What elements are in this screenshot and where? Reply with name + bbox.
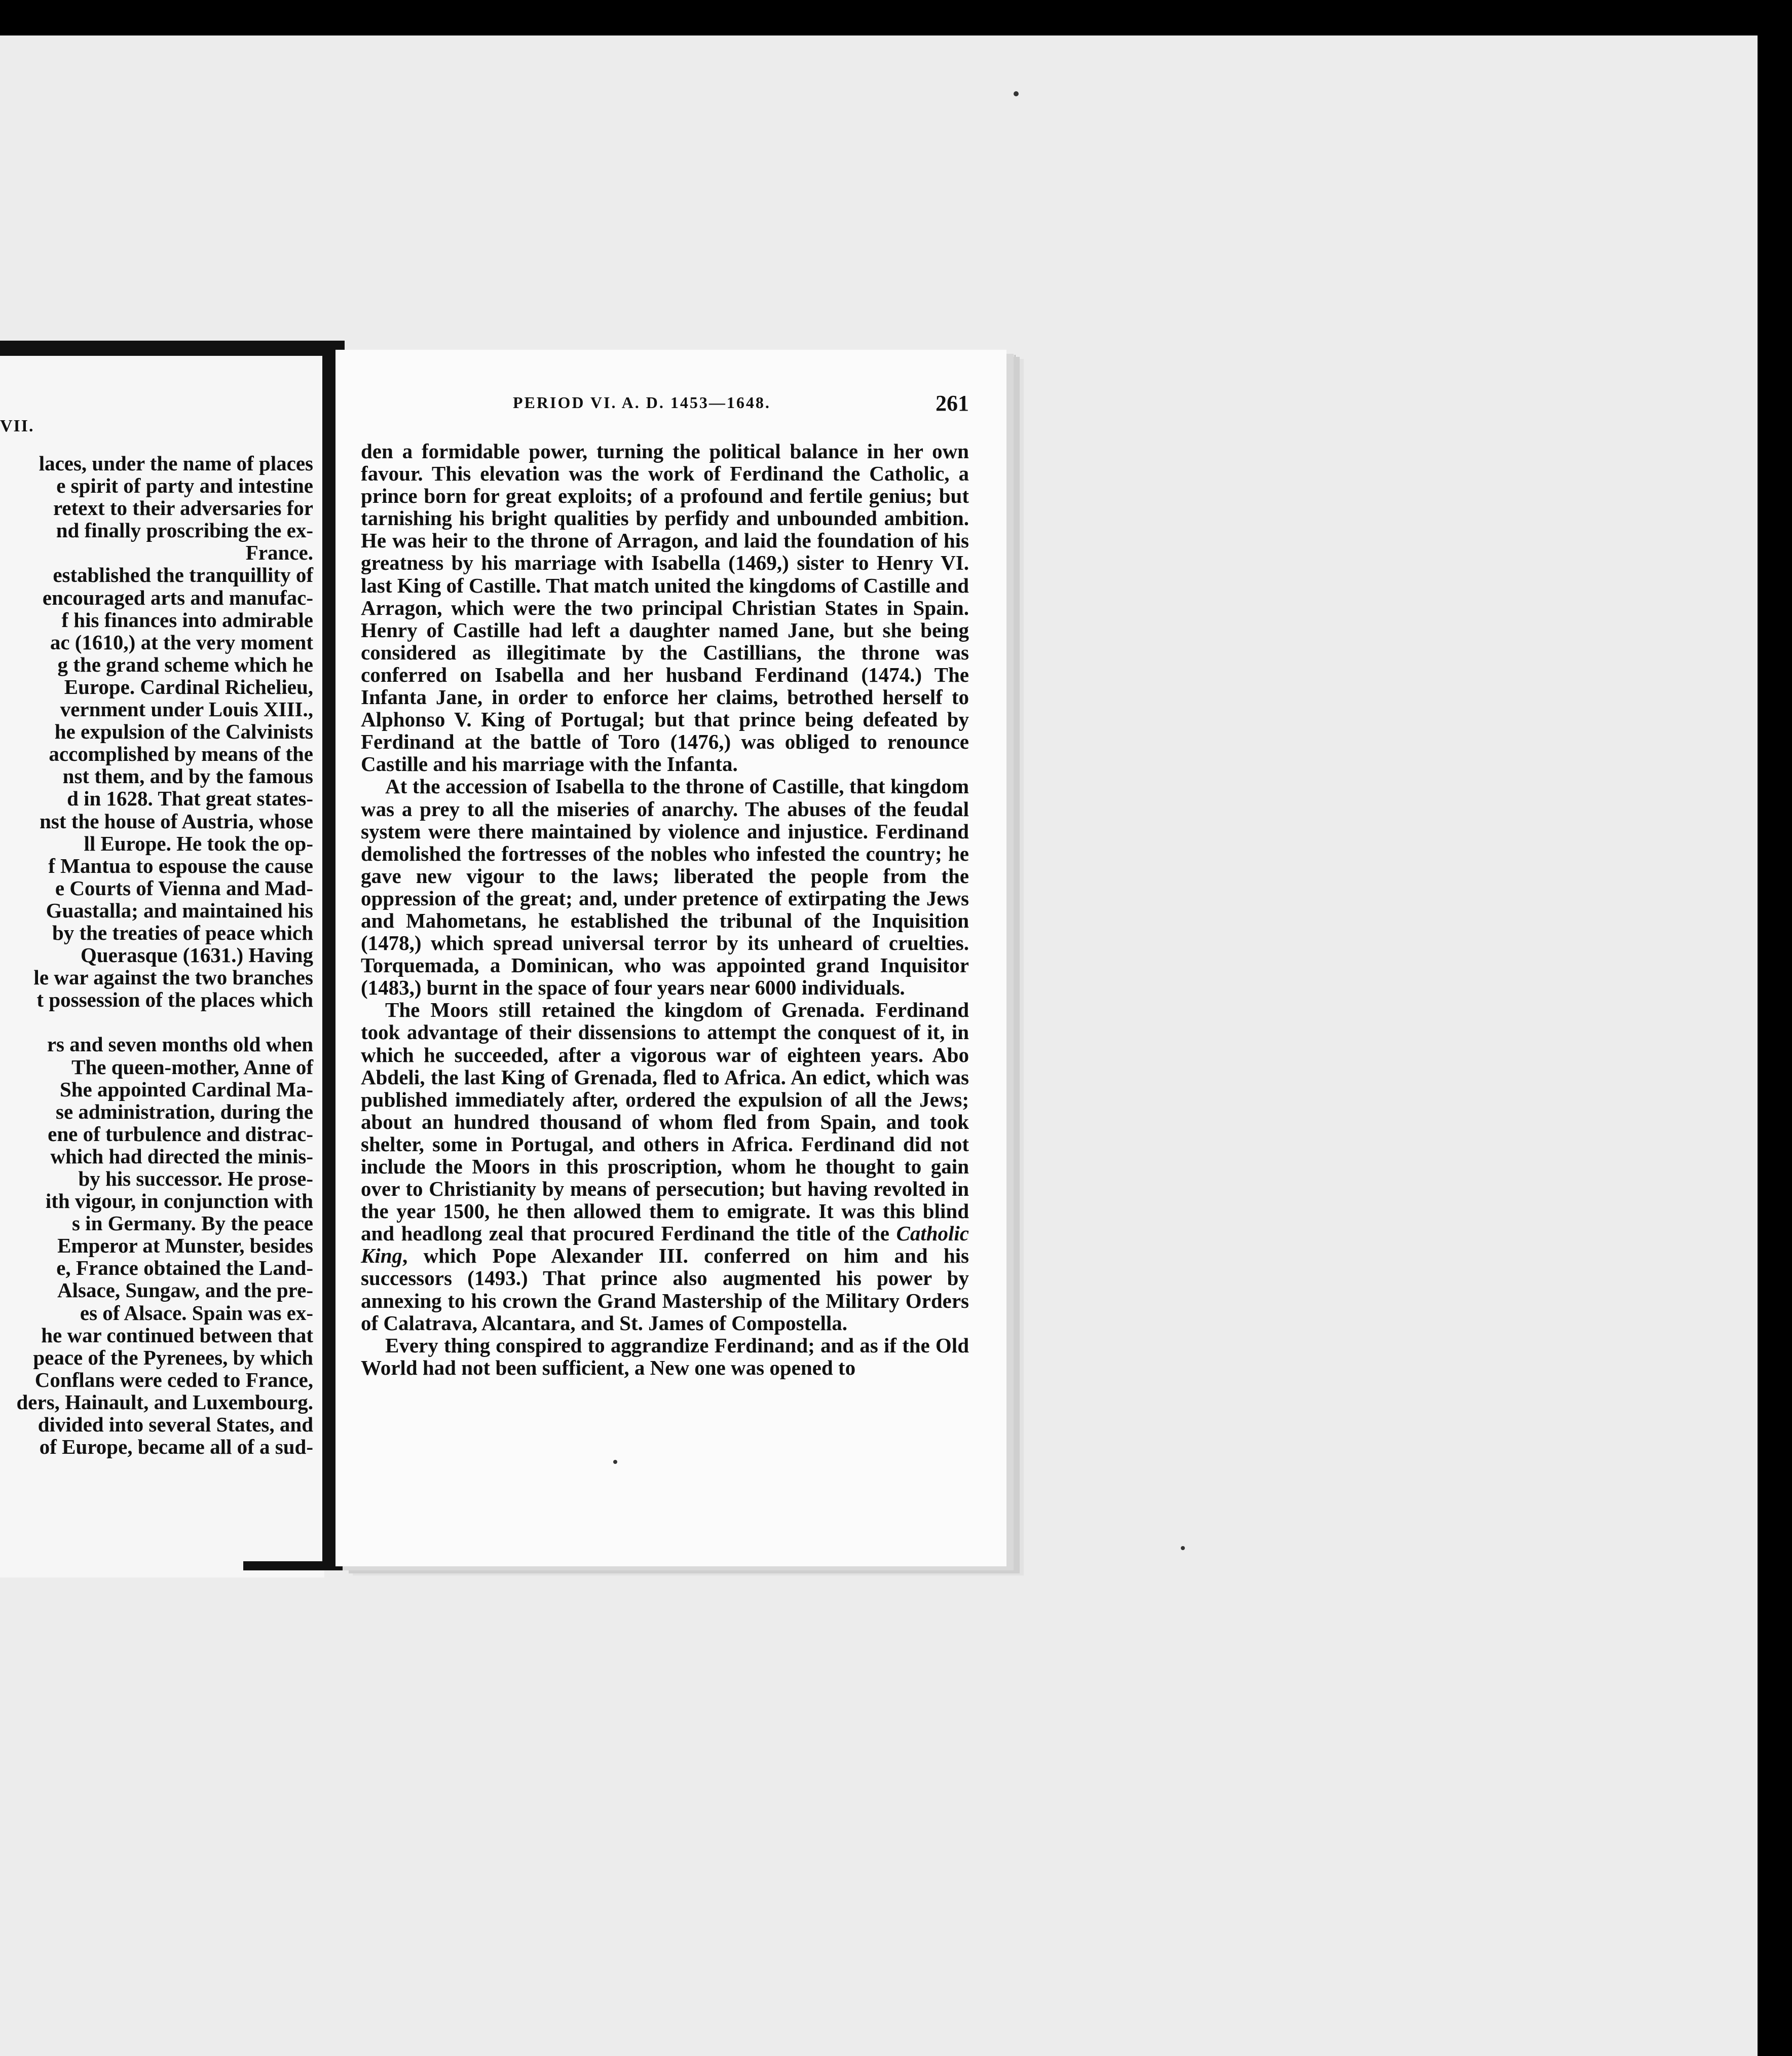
left-page-line: retext to their adversaries for	[53, 496, 313, 520]
left-page-line: divided into several States, and	[38, 1413, 313, 1437]
running-head-title: PERIOD VI. A. D. 1453—1648.	[513, 393, 771, 412]
italic-title: Catholic King	[361, 1222, 969, 1268]
paragraph-text: Every thing conspired to aggrandize Ferdinand; and as if the Old World had not been sufficient, a New one was opened to	[361, 1333, 969, 1379]
left-page-line: nst the house of Austria, whose	[40, 809, 313, 833]
left-page-line: g the grand scheme which he	[57, 652, 313, 676]
film-edge	[1758, 0, 1792, 2056]
paragraph-text: , which Pope Alexander III. conferred on him and his successors (1493.) That prince also augmented his power by annexing to his crown the Grand Mastership of the Military Orders of Calatrava, Alcantara, and St. James of Compostella.	[361, 1244, 969, 1335]
left-page-line: encouraged arts and manufac-	[42, 585, 313, 609]
left-page-line: accomplished by means of the	[49, 742, 313, 766]
left-page-line: e spirit of party and intestine	[56, 474, 313, 498]
left-page-line: Conflans were ceded to France,	[34, 1368, 313, 1391]
left-page-line: which had directed the minis-	[50, 1144, 313, 1168]
left-page	[0, 351, 324, 1577]
paragraph-text: The Moors still retained the kingdom of Grenada. Ferdinand took advantage of their dissensions to attempt the conquest of it, in which he succeeded, after a vigorous war of eighteen years. Abo Abdeli, the last King of Grenada, fled to Africa. An edict, which was published immediately after, ordered the expulsion of all the Jews; about an hundred thousand of whom fled from Spain, and took shelter, some in Portugal, and others in Africa. Ferdinand did not include the Moors in this proscription, whom he thought to gain over to Christianity by means of persecution; but having revolted in the year 1500, he then allowed them to emigrate. It was this blind and headlong zeal that procured Ferdinand the title of the	[361, 998, 969, 1245]
left-page-line: ene of turbulence and distrac-	[48, 1122, 313, 1146]
left-page-line: peace of the Pyrenees, by which	[33, 1345, 313, 1369]
left-running-head: VII.	[0, 417, 34, 435]
left-page-line: The queen-mother, Anne of	[71, 1055, 313, 1079]
paragraph	[361, 775, 969, 999]
left-page-line: Emperor at Munster, besides	[57, 1234, 313, 1258]
left-page-text	[0, 452, 313, 1458]
running-head	[513, 390, 969, 416]
left-page-line: s in Germany. By the peace	[71, 1211, 313, 1235]
left-page-line: Guastalla; and maintained his	[46, 898, 313, 922]
left-page-line: d in 1628. That great states-	[67, 787, 313, 811]
left-page-line: established the tranquillity of	[53, 563, 313, 587]
left-page-line: by his successor. He prose-	[78, 1167, 313, 1190]
left-page-line: e Courts of Vienna and Mad-	[55, 876, 313, 900]
left-page-line: se administration, during the	[56, 1099, 313, 1123]
right-page	[335, 350, 1006, 1566]
film-speck	[613, 1460, 617, 1464]
left-page-line: t possession of the places which	[36, 988, 313, 1012]
left-page-line: by the treaties of peace which	[52, 921, 313, 944]
left-page-line	[0, 1011, 313, 1033]
left-page-line: nst them, and by the famous	[62, 764, 313, 788]
left-page-line: ders, Hainault, and Luxembourg.	[16, 1390, 313, 1414]
film-speck	[1181, 1546, 1185, 1550]
left-page-line: ith vigour, in conjunction with	[45, 1189, 313, 1213]
left-page-line: rs and seven months old when	[47, 1033, 313, 1056]
left-page-line: She appointed Cardinal Ma-	[59, 1077, 313, 1101]
paragraph-text: At the accession of Isabella to the throne of Castille, that kingdom was a prey to all the miseries of anarchy. The abuses of the feudal system were there maintained by violence and injustice. Ferdinand demolished the fortresses of the nobles who infested the country; he gave new vigour to the laws; liberated the people from the oppression of the great; and, under pretence of extirpating the Jews and Mahometans, he established the tribunal of the Inquisition (1478,) which spread universal terror by its unheard of cruelties. Torquemada, a Dominican, who was appointed grand Inquisitor (1483,) burnt in the space of four years near 6000 individuals.	[361, 775, 969, 1000]
paragraph-text: den a formidable power, turning the political balance in her own favour. This elevation was the work of Ferdinand the Catholic, a prince born for great exploits; of a profound and fertile genius; but tarnishing his bright qualities by perfidy and unbounded ambition. He was heir to the throne of Arragon, and laid the foundation of his greatness by his marriage with Isabella (1469,) sister to Henry VI. last King of Castille. That match united the kingdoms of Castille and Arragon, which were the two principal Christian States in Spain. Henry of Castille had left a daughter named Jane, but she being considered as illegitimate by the Castillians, the throne was conferred on Isabella and her husband Ferdinand (1474.) The Infanta Jane, in order to enforce her claims, betrothed herself to Alphonso V. King of Portugal; but that prince being defeated by Ferdinand at the battle of Toro (1476,) was obliged to renounce Castille and his marriage with the Infanta.	[361, 439, 969, 776]
left-page-line: laces, under the name of places	[39, 452, 313, 475]
binding-edge-bottom	[243, 1561, 345, 1570]
page-body	[361, 440, 969, 1379]
left-page-line: he expulsion of the Calvinists	[54, 720, 313, 744]
left-page-line: ac (1610,) at the very moment	[50, 630, 313, 654]
paragraph	[361, 1334, 969, 1379]
left-page-line: f Mantua to espouse the cause	[48, 854, 313, 877]
paragraph	[361, 999, 969, 1334]
left-page-line: Alsace, Sungaw, and the pre-	[57, 1278, 313, 1302]
left-page-line: Europe. Cardinal Richelieu,	[64, 675, 313, 699]
left-page-line: nd finally proscribing the ex-	[56, 519, 313, 542]
page-number: 261	[936, 391, 969, 416]
left-page-line: Querasque (1631.) Having	[81, 943, 313, 967]
left-page-line: le war against the two branches	[33, 966, 313, 989]
binding-edge-top	[0, 341, 345, 356]
left-page-line: es of Alsace. Spain was ex-	[80, 1301, 313, 1325]
left-page-line: France.	[245, 541, 313, 565]
left-page-line: f his finances into admirable	[61, 608, 313, 632]
book-gutter	[322, 341, 335, 1570]
left-page-line: ll Europe. He took the op-	[84, 831, 313, 855]
film-speck	[1014, 91, 1019, 96]
paragraph	[361, 440, 969, 775]
left-page-line: vernment under Louis XIII.,	[60, 697, 313, 721]
left-page-line: e, France obtained the Land-	[56, 1256, 313, 1280]
left-page-line: he war continued between that	[41, 1323, 313, 1347]
left-page-line: of Europe, became all of a sud-	[39, 1435, 313, 1459]
